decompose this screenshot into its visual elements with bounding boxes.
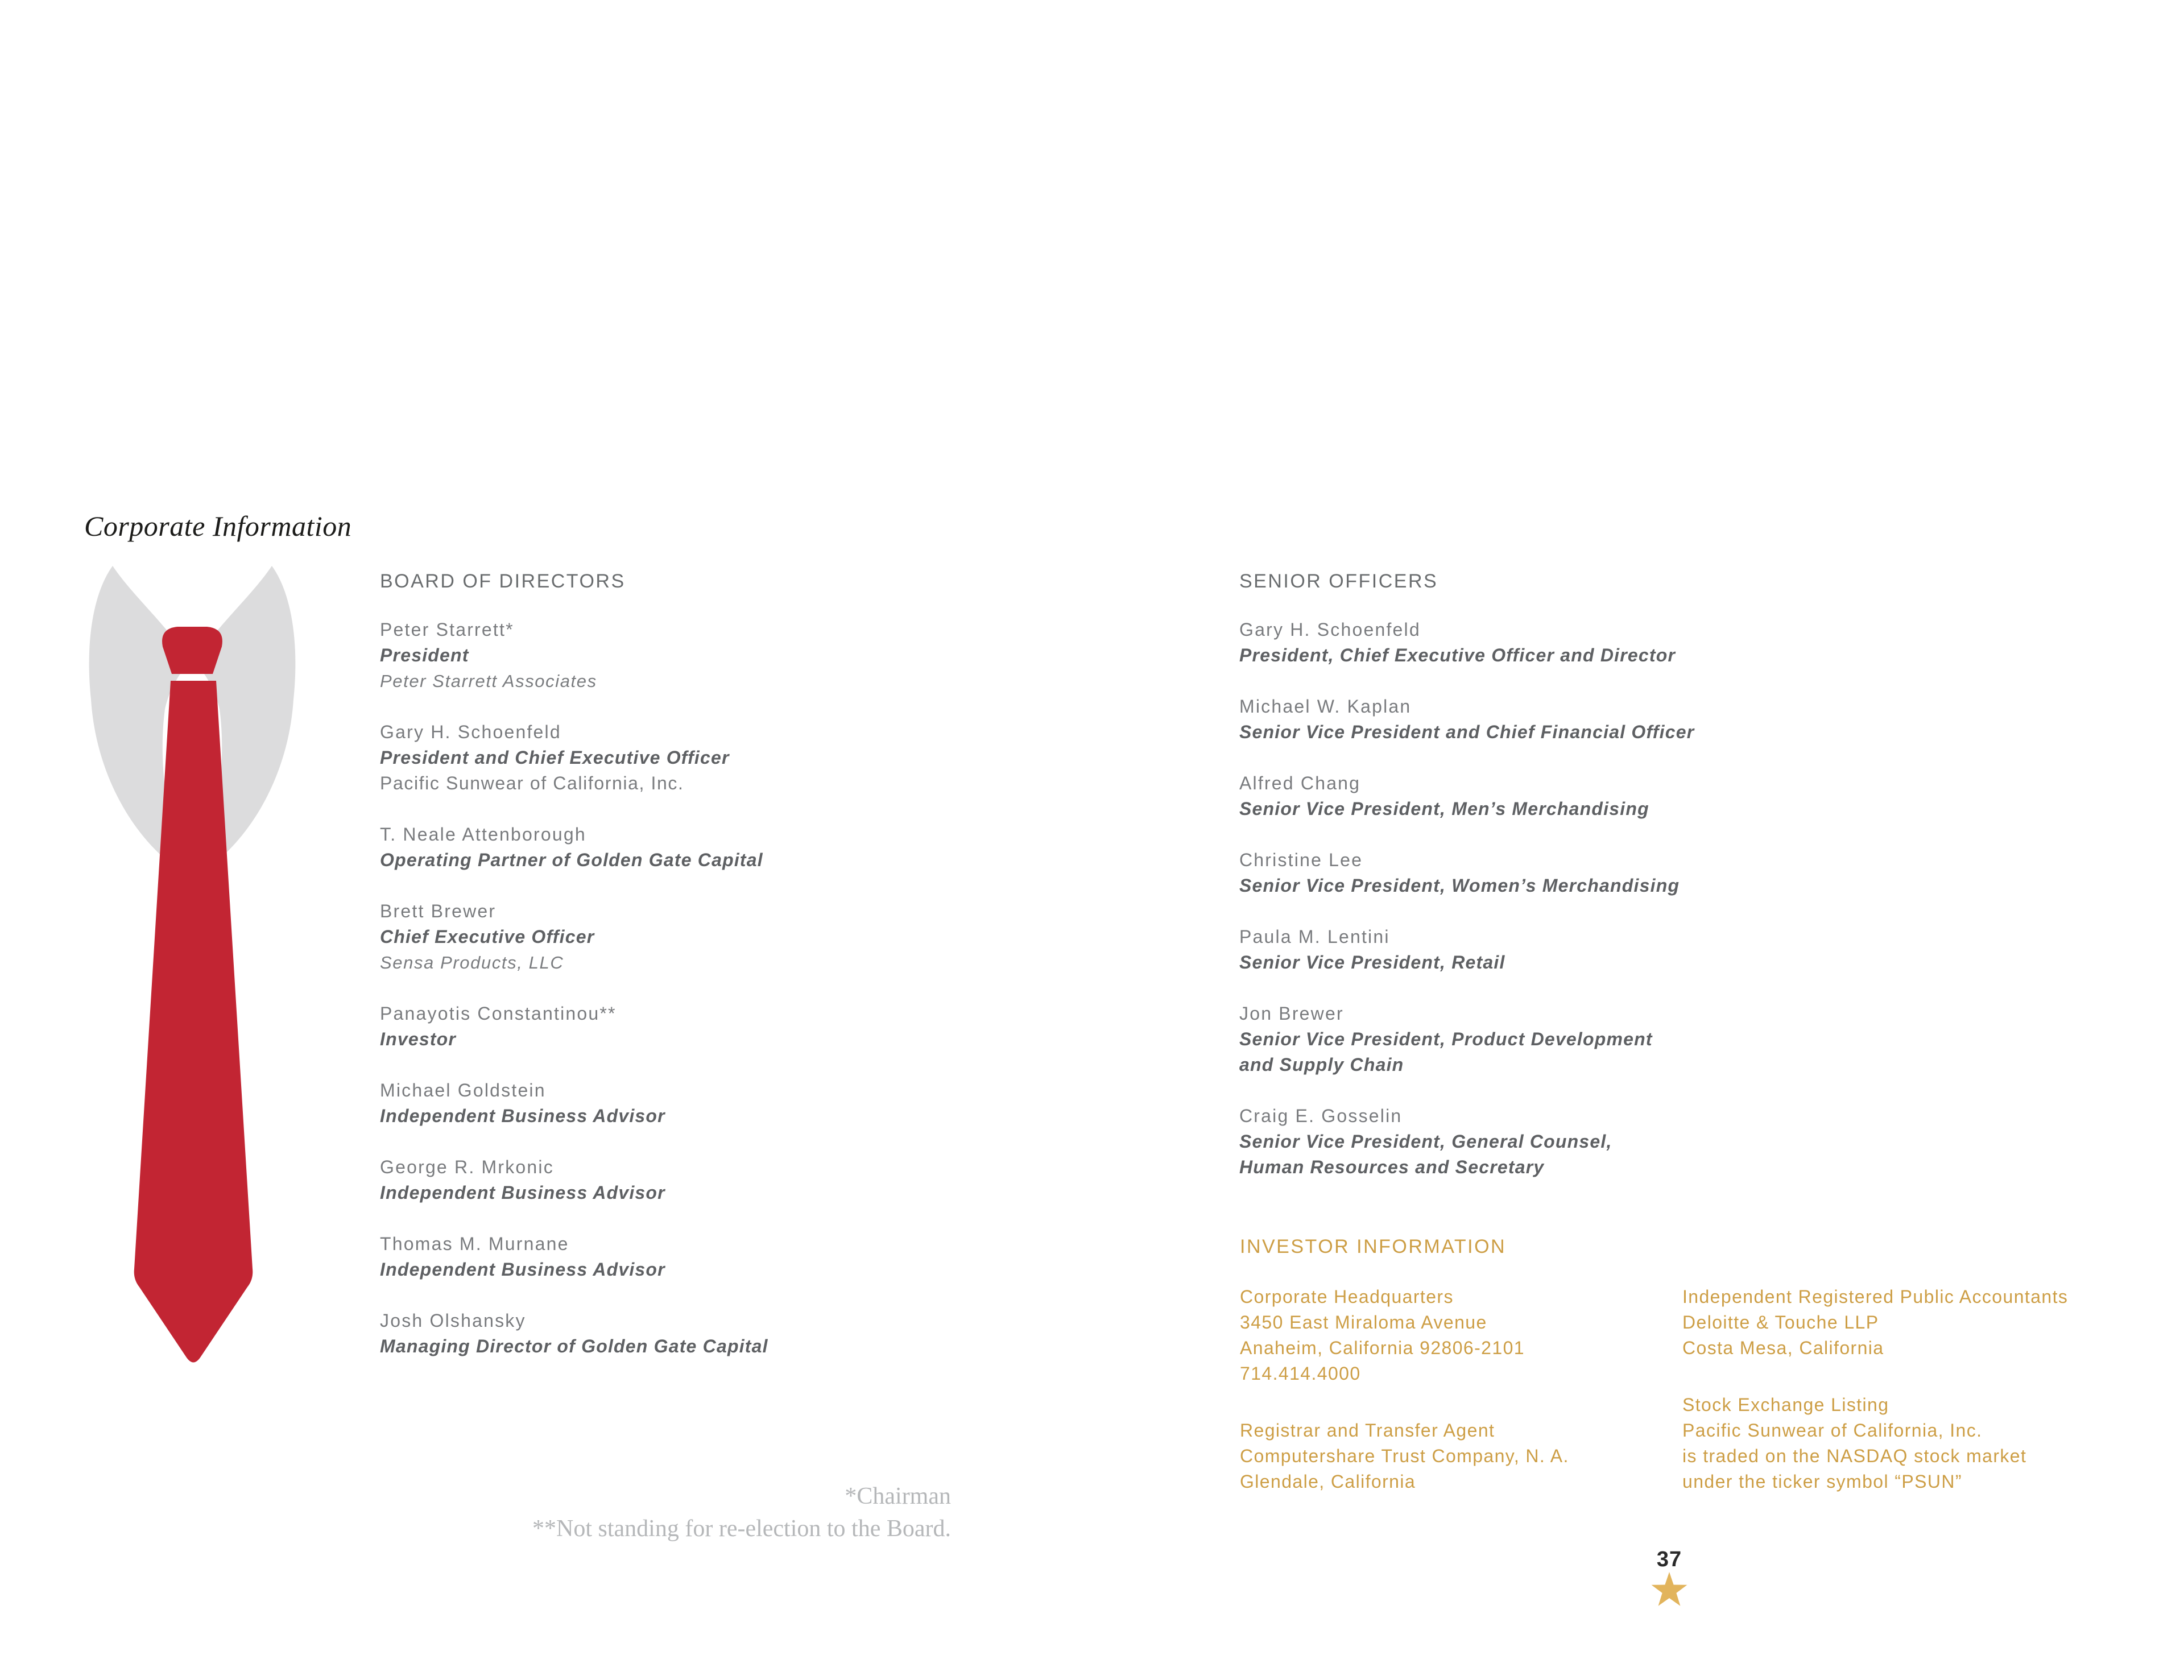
officer-name: Alfred Chang xyxy=(1239,773,1361,793)
investor-line: Costa Mesa, California xyxy=(1682,1338,1884,1358)
footnote-reelection: **Not standing for re-election to the Board. xyxy=(532,1516,951,1542)
member-name: Josh Olshansky xyxy=(380,1310,526,1331)
officer-title-line2: Human Resources and Secretary xyxy=(1239,1157,1545,1177)
officer xyxy=(1239,847,1694,899)
officer-title: President, Chief Executive Officer and Director xyxy=(1239,645,1676,665)
member-title: Chief Executive Officer xyxy=(380,926,595,947)
officer-name: Craig E. Gosselin xyxy=(1239,1106,1403,1126)
member-name: Thomas M. Murnane xyxy=(380,1234,569,1254)
board-of-directors-section xyxy=(380,569,768,1385)
investor-line: under the ticker symbol “PSUN” xyxy=(1682,1471,1962,1492)
investor-line: is traded on the NASDAQ stock market xyxy=(1682,1446,2027,1466)
footnote-chairman: *Chairman xyxy=(845,1483,951,1509)
investor-information-header: INVESTOR INFORMATION xyxy=(1240,1236,1507,1257)
senior-officers-section xyxy=(1239,569,1694,1206)
officer xyxy=(1239,1103,1694,1180)
officer xyxy=(1239,924,1694,975)
board-member xyxy=(380,1001,768,1052)
officer-name: Jon Brewer xyxy=(1239,1003,1344,1024)
member-company: Peter Starrett Associates xyxy=(380,671,597,691)
member-name: George R. Mrkonic xyxy=(380,1157,554,1177)
member-title: Independent Business Advisor xyxy=(380,1259,665,1280)
officer xyxy=(1239,1001,1694,1078)
investor-group xyxy=(1240,1284,1569,1387)
investor-line: Glendale, California xyxy=(1240,1471,1416,1492)
member-name: T. Neale Attenborough xyxy=(380,824,586,845)
investor-group xyxy=(1682,1284,2068,1361)
investor-line: Deloitte & Touche LLP xyxy=(1682,1312,1879,1333)
member-name: Brett Brewer xyxy=(380,901,497,921)
investor-column-left xyxy=(1240,1284,1569,1526)
member-name: Panayotis Constantinou** xyxy=(380,1003,617,1024)
officer xyxy=(1239,617,1694,668)
board-member xyxy=(380,617,768,694)
investor-group xyxy=(1682,1392,2068,1495)
investor-line: Computershare Trust Company, N. A. xyxy=(1240,1446,1569,1466)
member-title: President and Chief Executive Officer xyxy=(380,747,730,768)
investor-line: 3450 East Miraloma Avenue xyxy=(1240,1312,1487,1333)
officer-title: Senior Vice President, Product Development xyxy=(1239,1029,1653,1049)
officer-title: Senior Vice President, General Counsel, xyxy=(1239,1131,1612,1152)
tie-knot-shape xyxy=(162,627,222,674)
member-name: Peter Starrett* xyxy=(380,619,514,640)
page-number: 37 xyxy=(1656,1547,1682,1571)
officer xyxy=(1239,694,1694,745)
officer-title: Senior Vice President, Retail xyxy=(1239,952,1505,973)
member-title: Independent Business Advisor xyxy=(380,1106,665,1126)
board-member xyxy=(380,719,768,796)
officer-name: Christine Lee xyxy=(1239,850,1363,870)
officer-name: Gary H. Schoenfeld xyxy=(1239,619,1421,640)
officer-title: Senior Vice President, Men’s Merchandising xyxy=(1239,798,1649,819)
tie-collar-graphic xyxy=(80,555,318,1368)
member-title: Independent Business Advisor xyxy=(380,1182,665,1203)
investor-column-right xyxy=(1682,1284,2068,1526)
investor-heading: Stock Exchange Listing xyxy=(1682,1395,1889,1415)
officers-header: SENIOR OFFICERS xyxy=(1239,570,1438,592)
officer-title: Senior Vice President, Women’s Merchandising xyxy=(1239,875,1680,896)
member-name: Michael Goldstein xyxy=(380,1080,546,1100)
investor-heading: Independent Registered Public Accountants xyxy=(1682,1286,2069,1307)
page-title: Corporate Information xyxy=(84,510,352,542)
member-company: Sensa Products, LLC xyxy=(380,953,564,973)
investor-line: 714.414.4000 xyxy=(1240,1363,1361,1384)
officer-title-line2: and Supply Chain xyxy=(1239,1054,1404,1075)
member-title: Investor xyxy=(380,1029,457,1049)
member-title: Operating Partner of Golden Gate Capital xyxy=(380,850,763,870)
board-header: BOARD OF DIRECTORS xyxy=(380,570,626,592)
member-company: Pacific Sunwear of California, Inc. xyxy=(380,773,684,793)
investor-heading: Corporate Headquarters xyxy=(1240,1286,1454,1307)
board-member xyxy=(380,1308,768,1359)
investor-line: Pacific Sunwear of California, Inc. xyxy=(1682,1420,1983,1441)
page-number-block xyxy=(1628,1548,1711,1607)
board-member xyxy=(380,1231,768,1282)
investor-line: Anaheim, California 92806-2101 xyxy=(1240,1338,1525,1358)
member-title: Managing Director of Golden Gate Capital xyxy=(380,1336,768,1356)
officer-name: Paula M. Lentini xyxy=(1239,926,1390,947)
member-name: Gary H. Schoenfeld xyxy=(380,722,561,742)
star-icon xyxy=(1651,1572,1688,1607)
board-member xyxy=(380,899,768,975)
footnotes xyxy=(532,1480,951,1545)
investor-heading: Registrar and Transfer Agent xyxy=(1240,1420,1495,1441)
officer-title: Senior Vice President and Chief Financial Officer xyxy=(1239,722,1695,742)
board-member xyxy=(380,1155,768,1206)
board-member xyxy=(380,1078,768,1129)
investor-group xyxy=(1240,1418,1569,1495)
officer-name: Michael W. Kaplan xyxy=(1239,696,1412,717)
officer xyxy=(1239,771,1694,822)
board-member xyxy=(380,822,768,873)
member-title: President xyxy=(380,645,469,665)
